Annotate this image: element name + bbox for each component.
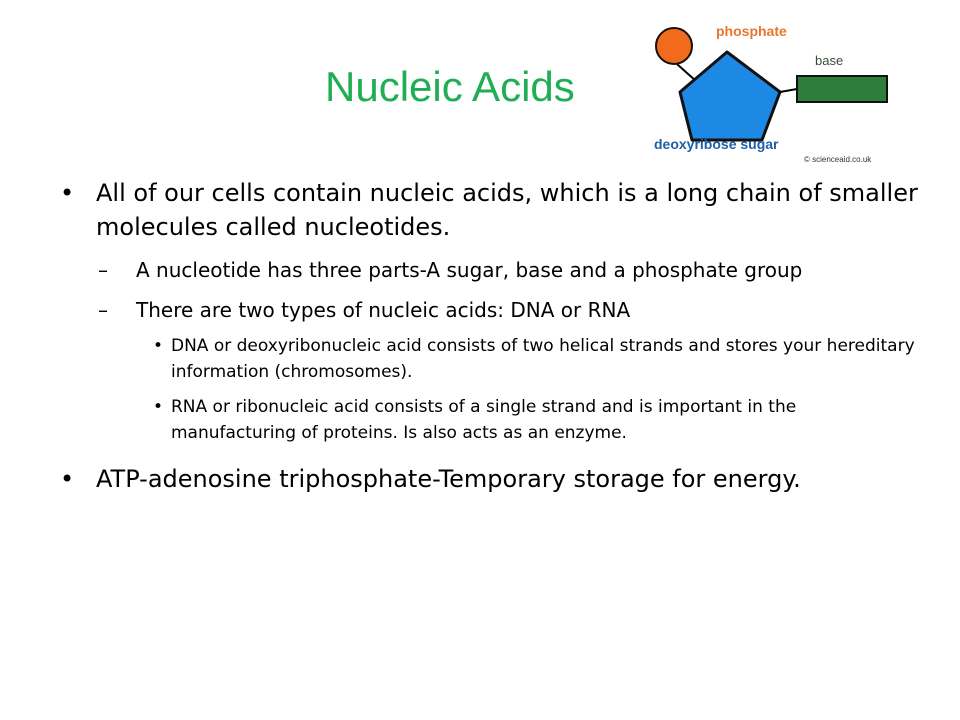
dash-marker: –: [98, 298, 108, 322]
base-label: base: [815, 53, 844, 68]
bullet-item: [60, 176, 920, 244]
sub-sub-bullet-item: [60, 333, 920, 385]
bullet-list: [60, 176, 920, 496]
bullet-marker: •: [153, 336, 164, 356]
dash-marker: –: [98, 258, 108, 282]
phosphate-label: phosphate: [716, 23, 787, 39]
credit-label: © scienceaid.co.uk: [804, 155, 872, 164]
sugar-pentagon: [680, 52, 780, 140]
base-bond: [780, 89, 797, 92]
sub-bullet-item: [60, 296, 920, 324]
sugar-label: deoxyribose sugar: [654, 136, 779, 152]
phosphate-circle: [656, 28, 692, 64]
sub-bullet-text: There are two types of nucleic acids: DNA or RNA: [136, 298, 631, 322]
slide-title: Nucleic Acids: [325, 63, 575, 110]
bullet-item: [60, 462, 920, 496]
bullet-marker: •: [60, 179, 75, 207]
sub-bullet-text: A nucleotide has three parts-A sugar, base and a phosphate group: [136, 258, 803, 282]
sub-bullet-item: [60, 256, 920, 284]
nucleotide-diagram: [640, 16, 905, 168]
base-rect: [797, 76, 887, 102]
bullet-marker: •: [153, 397, 164, 417]
bullet-marker: •: [60, 465, 75, 493]
bullet-text: All of our cells contain nucleic acids, which is a long chain of smaller molecules called nucleotides.: [96, 179, 918, 241]
bullet-text: ATP-adenosine triphosphate-Temporary storage for energy.: [96, 465, 801, 493]
sub-sub-bullet-text: RNA or ribonucleic acid consists of a single strand and is important in the manufacturing of proteins. Is also acts as an enzyme.: [171, 397, 797, 443]
sub-sub-bullet-text: DNA or deoxyribonucleic acid consists of two helical strands and stores your hereditary information (chromosomes).: [171, 336, 915, 382]
sub-sub-bullet-item: [60, 394, 920, 446]
